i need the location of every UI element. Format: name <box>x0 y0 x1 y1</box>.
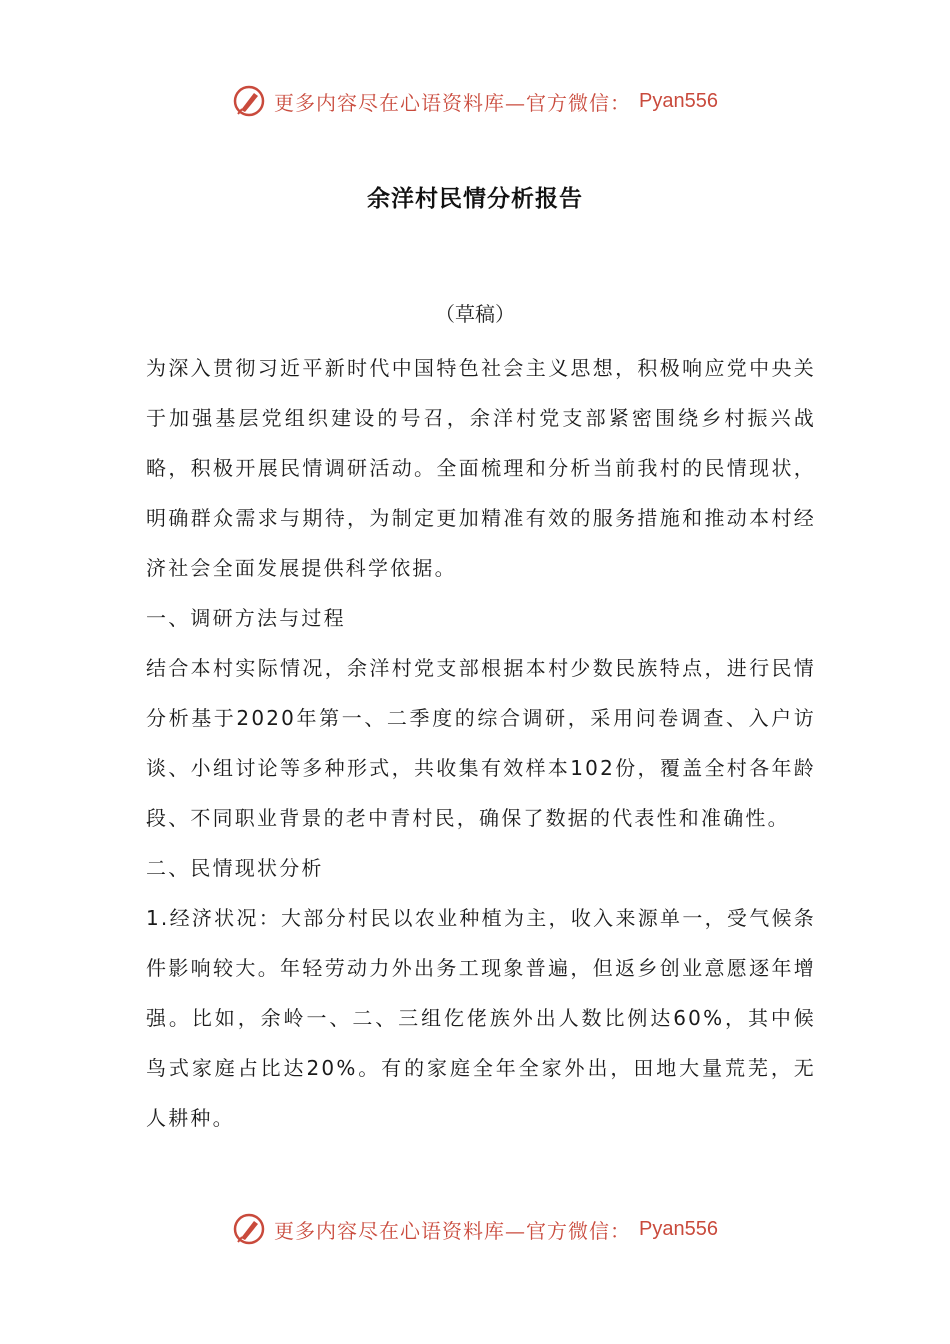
footer-watermark-banner <box>0 1212 950 1246</box>
banner-wechat-handle: Pyan556 <box>639 1217 718 1240</box>
pen-nib-logo-icon <box>232 1212 266 1246</box>
section-heading-methods: 一、调研方法与过程 <box>146 606 346 630</box>
methods-paragraph: 结合本村实际情况，余洋村党支部根据本村少数民族特点，进行民情分析基于2020年第一、二季度的综合调研，采用问卷调查、入户访谈、小组讨论等多种形式，共收集有效样本102份，覆盖全村各年龄段、不同职业背景的老中青村民，确保了数据的代表性和准确性。 <box>146 656 816 830</box>
banner-text: 更多内容尽在心语资料库—官方微信： <box>274 90 632 115</box>
intro-paragraph: 为深入贯彻习近平新时代中国特色社会主义思想，积极响应党中央关于加强基层党组织建设的号召，余洋村党支部紧密围绕乡村振兴战略，积极开展民情调研活动。全面梳理和分析当前我村的民情现状，明确群众需求与期待，为制定更加精准有效的服务措施和推动本村经济社会全面发展提供科学依据。 <box>146 356 816 580</box>
economy-paragraph: 1.经济状况：大部分村民以农业种植为主，收入来源单一，受气候条件影响较大。年轻劳动力外出务工现象普遍，但返乡创业意愿逐年增强。比如，余岭一、二、三组仡佬族外出人数比例达60%，其中候鸟式家庭占比达20%。有的家庭全年全家外出，田地大量荒芜，无人耕种。 <box>146 906 816 1130</box>
document-title: 余洋村民情分析报告 <box>367 186 583 212</box>
section-heading-status: 二、民情现状分析 <box>146 856 324 880</box>
banner-wechat-handle: Pyan556 <box>639 89 718 112</box>
banner-text: 更多内容尽在心语资料库—官方微信： <box>274 1218 632 1243</box>
document-body <box>146 343 816 1143</box>
pen-nib-logo-icon <box>232 84 266 118</box>
header-watermark-banner <box>0 84 950 118</box>
document-subtitle: （草稿） <box>435 302 515 326</box>
